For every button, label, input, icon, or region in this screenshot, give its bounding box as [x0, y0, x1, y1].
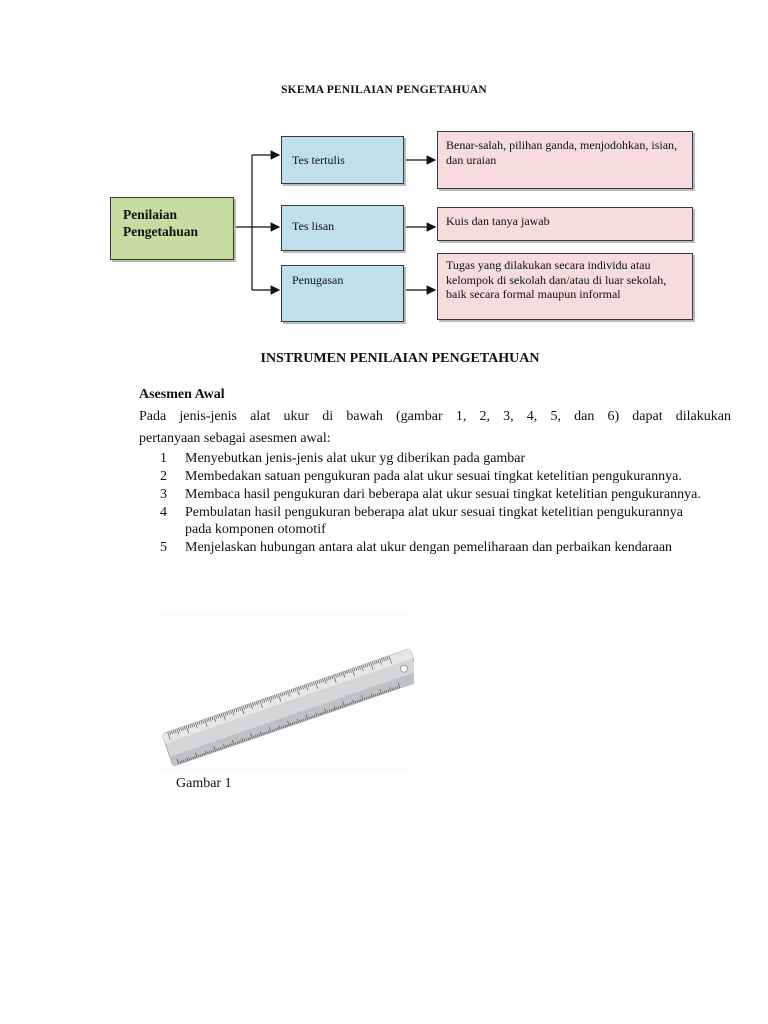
section-heading: Asesmen Awal	[139, 387, 225, 402]
list-item	[139, 539, 731, 556]
box-penugasan	[281, 265, 404, 322]
list-item	[139, 450, 731, 467]
scheme-title: SKEMA PENILAIAN PENGETAHUAN	[281, 84, 487, 96]
root-box	[110, 197, 234, 260]
item-text: Pembulatan hasil pengukuran beberapa alat ukur sesuai tingkat ketelitian pengukurannya	[185, 505, 684, 520]
figure-caption: Gambar 1	[176, 776, 232, 791]
question-list	[139, 450, 731, 556]
list-item	[139, 504, 731, 538]
item-number: 4	[160, 505, 167, 520]
desc-box-1	[437, 131, 693, 189]
desc-text: Tugas yang dilakukan secara individu atau kelompok di sekolah dan/atau di luar sekolah, baik secara formal maupun informal	[446, 258, 667, 301]
box-tes-tertulis	[281, 136, 404, 184]
instrument-title: INSTRUMEN PENILAIAN PENGETAHUAN	[260, 351, 540, 366]
desc-text: Kuis dan tanya jawab	[446, 214, 550, 228]
item-number: 1	[160, 451, 167, 466]
box-label: Penugasan	[292, 273, 344, 287]
desc-box-2	[437, 207, 693, 241]
item-number: 2	[160, 469, 167, 484]
desc-text: Benar-salah, pilihan ganda, menjodohkan, isian, dan uraian	[446, 138, 678, 167]
root-label-line2: Pengetahuan	[123, 224, 199, 239]
item-number: 3	[160, 487, 167, 502]
list-item	[139, 468, 731, 485]
list-item	[139, 486, 731, 503]
intro-line-1: Pada jenis-jenis alat ukur di bawah (gambar 1, 2, 3, 4, 5, dan 6) dapat dilakukan	[139, 409, 731, 424]
root-label-line1: Penilaian	[123, 207, 178, 222]
intro-line-2: pertanyaan sebagai asesmen awal:	[139, 431, 331, 446]
box-label: Tes lisan	[292, 219, 335, 233]
box-label: Tes tertulis	[292, 153, 345, 167]
item-text: Menjelaskan hubungan antara alat ukur dengan pemeliharaan dan perbaikan kendaraan	[185, 540, 673, 555]
item-text: Menyebutkan jenis-jenis alat ukur yg diberikan pada gambar	[185, 451, 526, 466]
item-text-continuation: pada komponen otomotif	[185, 522, 326, 537]
item-text: Membedakan satuan pengukuran pada alat ukur sesuai tingkat ketelitian pengukurannya.	[185, 469, 682, 484]
item-number: 5	[160, 540, 167, 555]
ruler-image	[158, 612, 414, 772]
box-tes-lisan	[281, 205, 404, 251]
desc-box-3	[437, 253, 693, 320]
item-text: Membaca hasil pengukuran dari beberapa alat ukur sesuai tingkat ketelitian pengukurannya.	[185, 487, 701, 502]
